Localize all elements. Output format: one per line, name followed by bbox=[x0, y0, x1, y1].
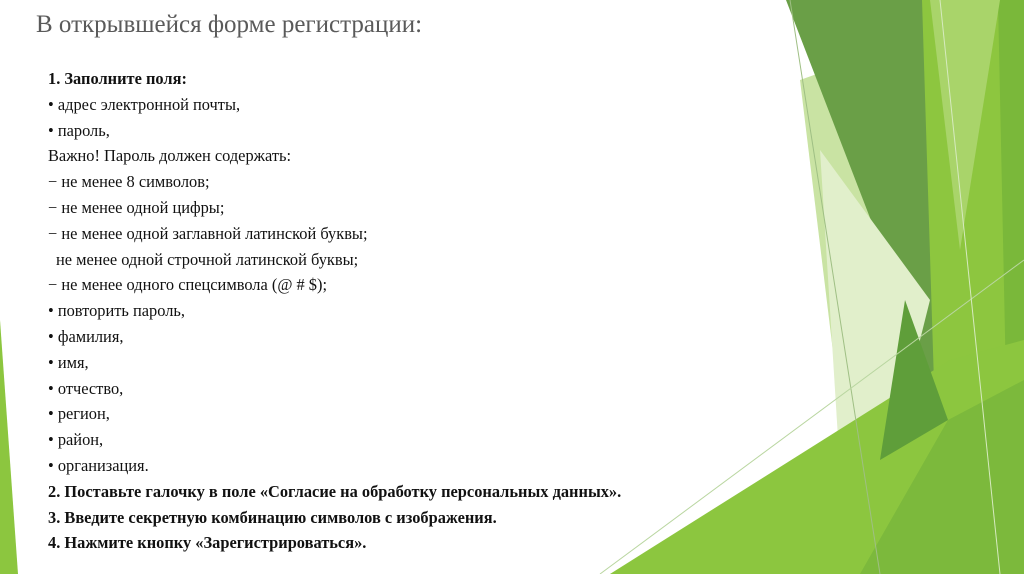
password-note: Важно! Пароль должен содержать: bbox=[48, 146, 292, 166]
step-1-heading: 1. Заполните поля: bbox=[48, 69, 187, 88]
field-name: • имя, bbox=[48, 352, 89, 372]
field-patronymic: • отчество, bbox=[48, 378, 124, 398]
field-password: • пароль, bbox=[48, 120, 110, 140]
password-rule-special: − не менее одного спецсимвола (@ # $); bbox=[48, 275, 328, 295]
slide-title: В открывшейся форме регистрации: bbox=[36, 11, 423, 38]
step-4-register: 4. Нажмите кнопку «Зарегистрироваться». bbox=[48, 533, 367, 553]
field-region: • регион, bbox=[48, 404, 110, 424]
left-edge-stripe bbox=[0, 320, 18, 574]
password-rule-digit: − не менее одной цифры; bbox=[48, 197, 225, 217]
field-organization: • организация. bbox=[48, 455, 149, 475]
step-2-consent: 2. Поставьте галочку в поле «Согласие на обработку персональных данных». bbox=[48, 481, 622, 501]
instructions-body bbox=[48, 66, 838, 556]
password-rule-length: − не менее 8 символов; bbox=[48, 172, 210, 192]
password-rule-lowercase: не менее одной строчной латинской буквы; bbox=[56, 249, 359, 269]
field-email: • адрес электронной почты, bbox=[48, 94, 241, 114]
field-surname: • фамилия, bbox=[48, 326, 124, 346]
field-repeat-password: • повторить пароль, bbox=[48, 301, 185, 321]
field-district: • район, bbox=[48, 430, 104, 450]
password-rule-uppercase: − не менее одной заглавной латинской буквы; bbox=[48, 223, 368, 243]
step-3-captcha: 3. Введите секретную комбинацию символов с изображения. bbox=[48, 507, 497, 527]
